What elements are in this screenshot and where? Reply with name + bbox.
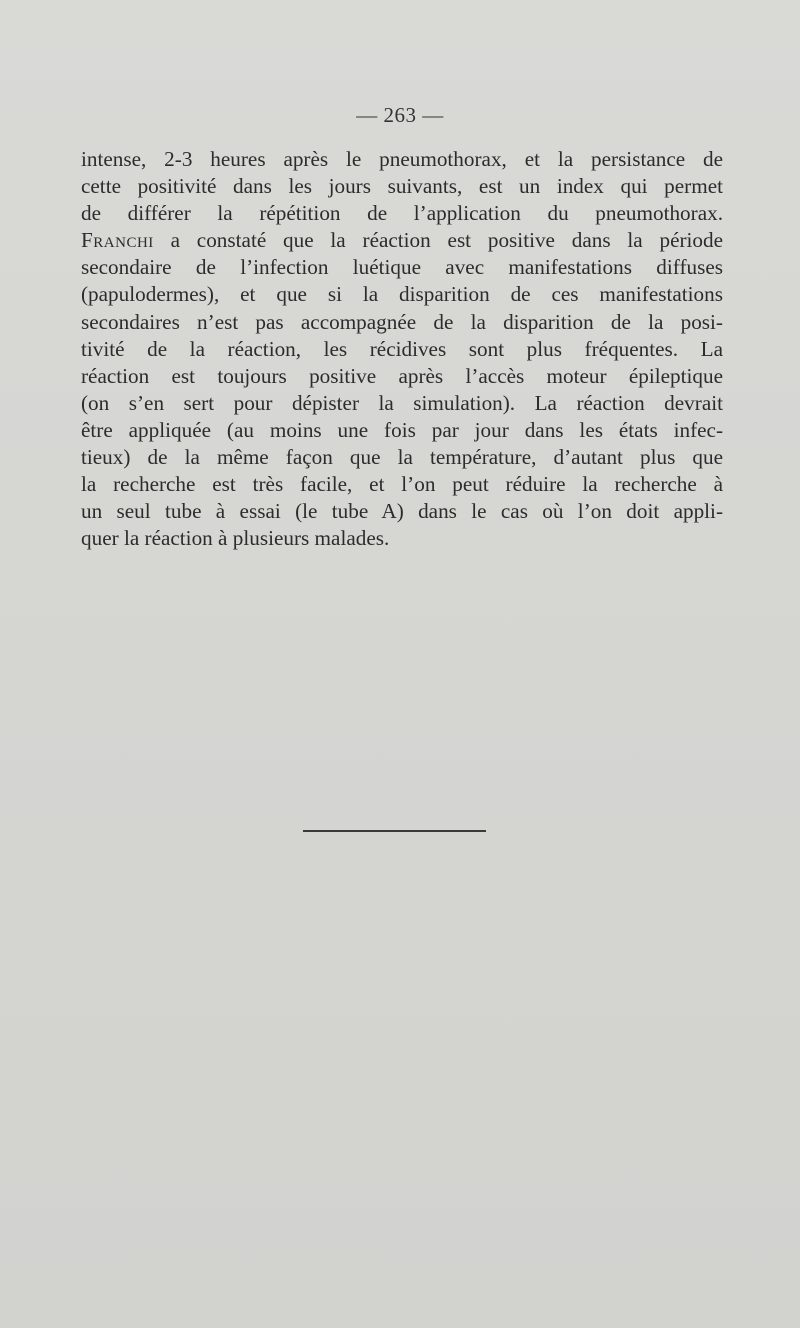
text-line: réaction est toujours positive après l’accès moteur épileptique [81, 363, 723, 388]
text-line-rest: a constaté que la réaction est positive dans la période [170, 228, 724, 253]
text-line: (on s’en sert pour dépister la simulation). La réaction devrait [81, 390, 723, 415]
author-name: Franchi [81, 228, 154, 253]
text-line: secondaire de l’infection luétique avec manifestations diffuses [81, 255, 723, 280]
text-line: (papulodermes), et que si la disparition de ces manifestations [81, 282, 723, 307]
text-line: un seul tube à essai (le tube A) dans le cas où l’on doit appli- [81, 499, 723, 524]
body-paragraph [81, 146, 723, 552]
text-line-with-author [81, 227, 723, 254]
text-line: tivité de la réaction, les récidives sont plus fréquentes. La [81, 336, 723, 361]
text-line: secondaires n’est pas accompagnée de la disparition de la posi- [81, 309, 723, 334]
text-line-last: quer la réaction à plusieurs malades. [81, 526, 390, 551]
section-separator-rule [303, 830, 486, 832]
text-line: de différer la répétition de l’application du pneumothorax. [81, 201, 723, 226]
page-number: — 263 — [356, 103, 444, 127]
text-line: être appliquée (au moins une fois par jour dans les états infec- [81, 417, 723, 442]
text-line: intense, 2-3 heures après le pneumothorax, et la persistance de [81, 147, 723, 171]
text-line: tieux) de la même façon que la température, d’autant plus que [81, 445, 723, 470]
text-line: la recherche est très facile, et l’on peut réduire la recherche à [81, 472, 723, 497]
text-line: cette positivité dans les jours suivants, est un index qui permet [81, 174, 723, 199]
